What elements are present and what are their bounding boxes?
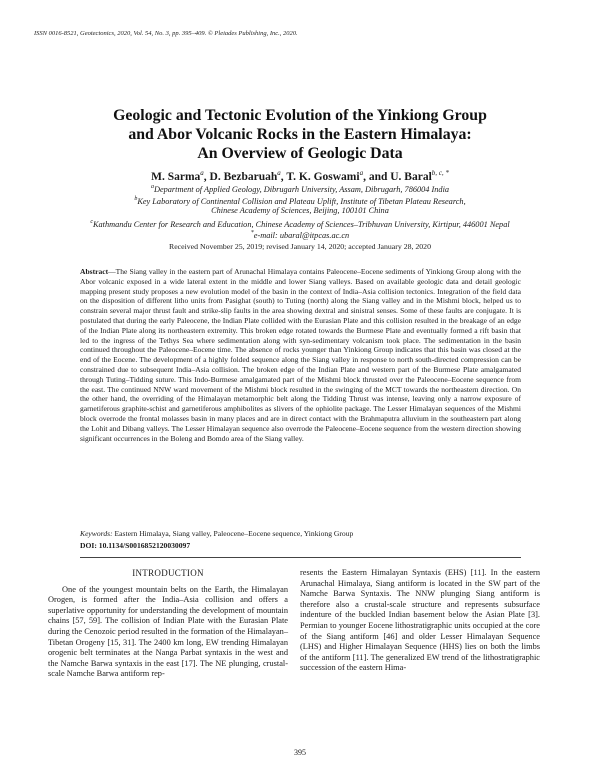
section-divider [80,557,521,558]
abstract [80,267,521,443]
email-text: e-mail: ubaral@itpcas.ac.cn [253,230,350,240]
title-line-2: and Abor Volcanic Rocks in the Eastern Himalaya: [128,126,472,143]
author-separator: , [280,170,287,183]
doi: DOI: 10.1134/S0016852120030097 [80,541,191,550]
author-affil-mark: b, c, * [431,169,449,177]
author-name: T. K. Goswami [286,170,360,183]
affiliation-b-cont: Chinese Academy of Sciences, Beijing, 100101 China [211,206,389,215]
affil-mark: b [134,196,138,202]
title-line-1: Geologic and Tectonic Evolution of the Yinkiong Group [113,107,487,124]
author-separator: , and [363,170,391,183]
right-column [300,568,540,674]
author-affil-mark: a [200,169,204,177]
author-affil-mark: a [359,169,364,177]
keywords-text: Eastern Himalaya, Siang valley, Paleocene–Eocene sequence, Yinkiong Group [112,529,354,538]
title-line-3: An Overview of Geologic Data [197,145,403,162]
affil-text: Department of Applied Geology, Dibrugarh University, Assam, Dibrugarh, 786004 India [153,184,450,194]
affil-mark: a [150,184,154,190]
affil-text: Kathmandu Center for Research and Education, Chinese Academy of Sciences–Tribhuvan University, Kirtipur, 446001 Nepal [93,219,510,229]
left-column [48,568,288,680]
journal-citation: ISSN 0016-8521, Geotectonics, 2020, Vol. 54, No. 3, pp. 395–409. © Pleiades Publishing, Inc., 2020. [34,30,298,37]
author-name: D. Bezbaruah [209,170,278,183]
abstract-text: —The Siang valley in the eastern part of Arunachal Himalaya contains Paleocene–Eocene sediments of Yinkiong Group along with the Abor volcanic exposed in a wide lateral extent in the middle and lower Siang valleys. Based on available geologic data and detail geologic mapping present study proposes a new evolution model of the basin in the context of India–Asia collision tectonics. Integration of the field data on the disposition of different litho units from Pasighat (south) to Tuting (north) along the Siang valley and in the Mishmi block, helped us to constrain several major thrust fault and strike-slip faults in the area showing dextral and sinistral senses. Some of these faults are conjugate. It is postulated that during the early Paleocene, the Indian Plate collided with the Eurasian Plate and this collision resulted in the breakage of an edge of the Indian Plate along its northeastern extremity. This broken edge rotated towards the Burmese Plate and eventually formed a rift basin that led to the ingress of the Tethys Sea where sedimentation along with syn-sedimentary volcanism took place. The sedimentation in the basin continued throughout the Paleocene–Eocene time. The absence of rocks younger than Yinkiong Group indicates that this basin was closed at the end of the Eocene. The development of a highly folded sequence along the Siang valley in response to north south-directed compression can be constrained due to subsequent India–Asia collision. The broken edge of the Indian Plate and western part of the Burmese Plate amalgamated through Tuting–Tidding suture. This Indo-Burmese amalgamated part of the Mishmi block thrusted over the Paleocene–Eocene sequence from the east. The continued NNW ward movement of the Mishmi block resulted in the swinging of the MCT towards the northeastern direction. On the other hand, the overriding of the Himalayan metamorphic belt along the Tidding Thrust was intense, leaving only a narrow exposure of garnetiferous graphite-schist and garnetiferous amphibolites as slivers of the ophiolite package. The Lesser Himalayan sequences of the Mishmi block overrode the frontal molasses basin in many places and are in direct contact with the Brahmaputra alluvium in the southeastern part along the Lohit and Dibang valleys. The Lesser Himalayan sequence also overrode the Paleocene–Eocene sequence from the western direction showing significant occurrences in the Boleng and Bomdo area of the Siang valley. [80,267,521,443]
author-name: M. Sarma [151,170,201,183]
author-affil-mark: a [277,169,281,177]
affil-mark: * [250,230,254,236]
intro-paragraph-cont: resents the Eastern Himalayan Syntaxis (EHS) [11]. In the eastern Arunachal Himalaya, Siang antiform is located in the SW part of the Namche Barwa Syntaxis. The NNW plunging Siang antiform is therefore also a crustal-scale structure and represents subsurface indenture of the buckled Indian basement below the Asian Plate [3]. Permian to younger Eocene lithostratigraphic units occupied at the core of the Siang antiform [46] and older Lesser Himalayan Sequence (LHS) and Higher Himalayan Sequence (HHS) lies on both the limbs of the antiform [11]. The generalized EW trend of the lithostratigraphic succession of the eastern Hima- [300,568,540,673]
author-separator: , [203,170,210,183]
page-number: 395 [294,748,306,757]
author-name: U. Baral [390,170,432,183]
corresponding-email [30,228,570,241]
keywords-label: Keywords: [80,529,113,538]
intro-heading: INTRODUCTION [132,568,204,578]
affil-text: Key Laboratory of Continental Collision and Plateau Uplift, Institute of Tibetan Plateau Research, [137,196,466,206]
keywords [80,529,521,539]
abstract-label: Abstract [80,267,109,276]
received-dates: Received November 25, 2019; revised January 14, 2020; accepted January 28, 2020 [169,242,431,251]
affil-mark: c [90,219,93,225]
article-title [40,106,560,163]
intro-paragraph: One of the youngest mountain belts on the Earth, the Himalayan Orogen, is formed after the India–Asia collision and offers a superlative opportunity for understanding the development of mountain chains [57, 59]. The collision of Indian Plate with the Eurasian Plate during the Cenozoic period resulted in the formation of the Himalayan–Tibetan Orogeny [15, 31]. The 2400 km long, EW trending Himalayan orogenic belt terminates at the Nanga Parbat syntaxis in the west and the Namche Barwa syntaxis in the east [17]. The NE plunging, crustal-scale Namche Barwa antiform rep- [48,584,288,679]
